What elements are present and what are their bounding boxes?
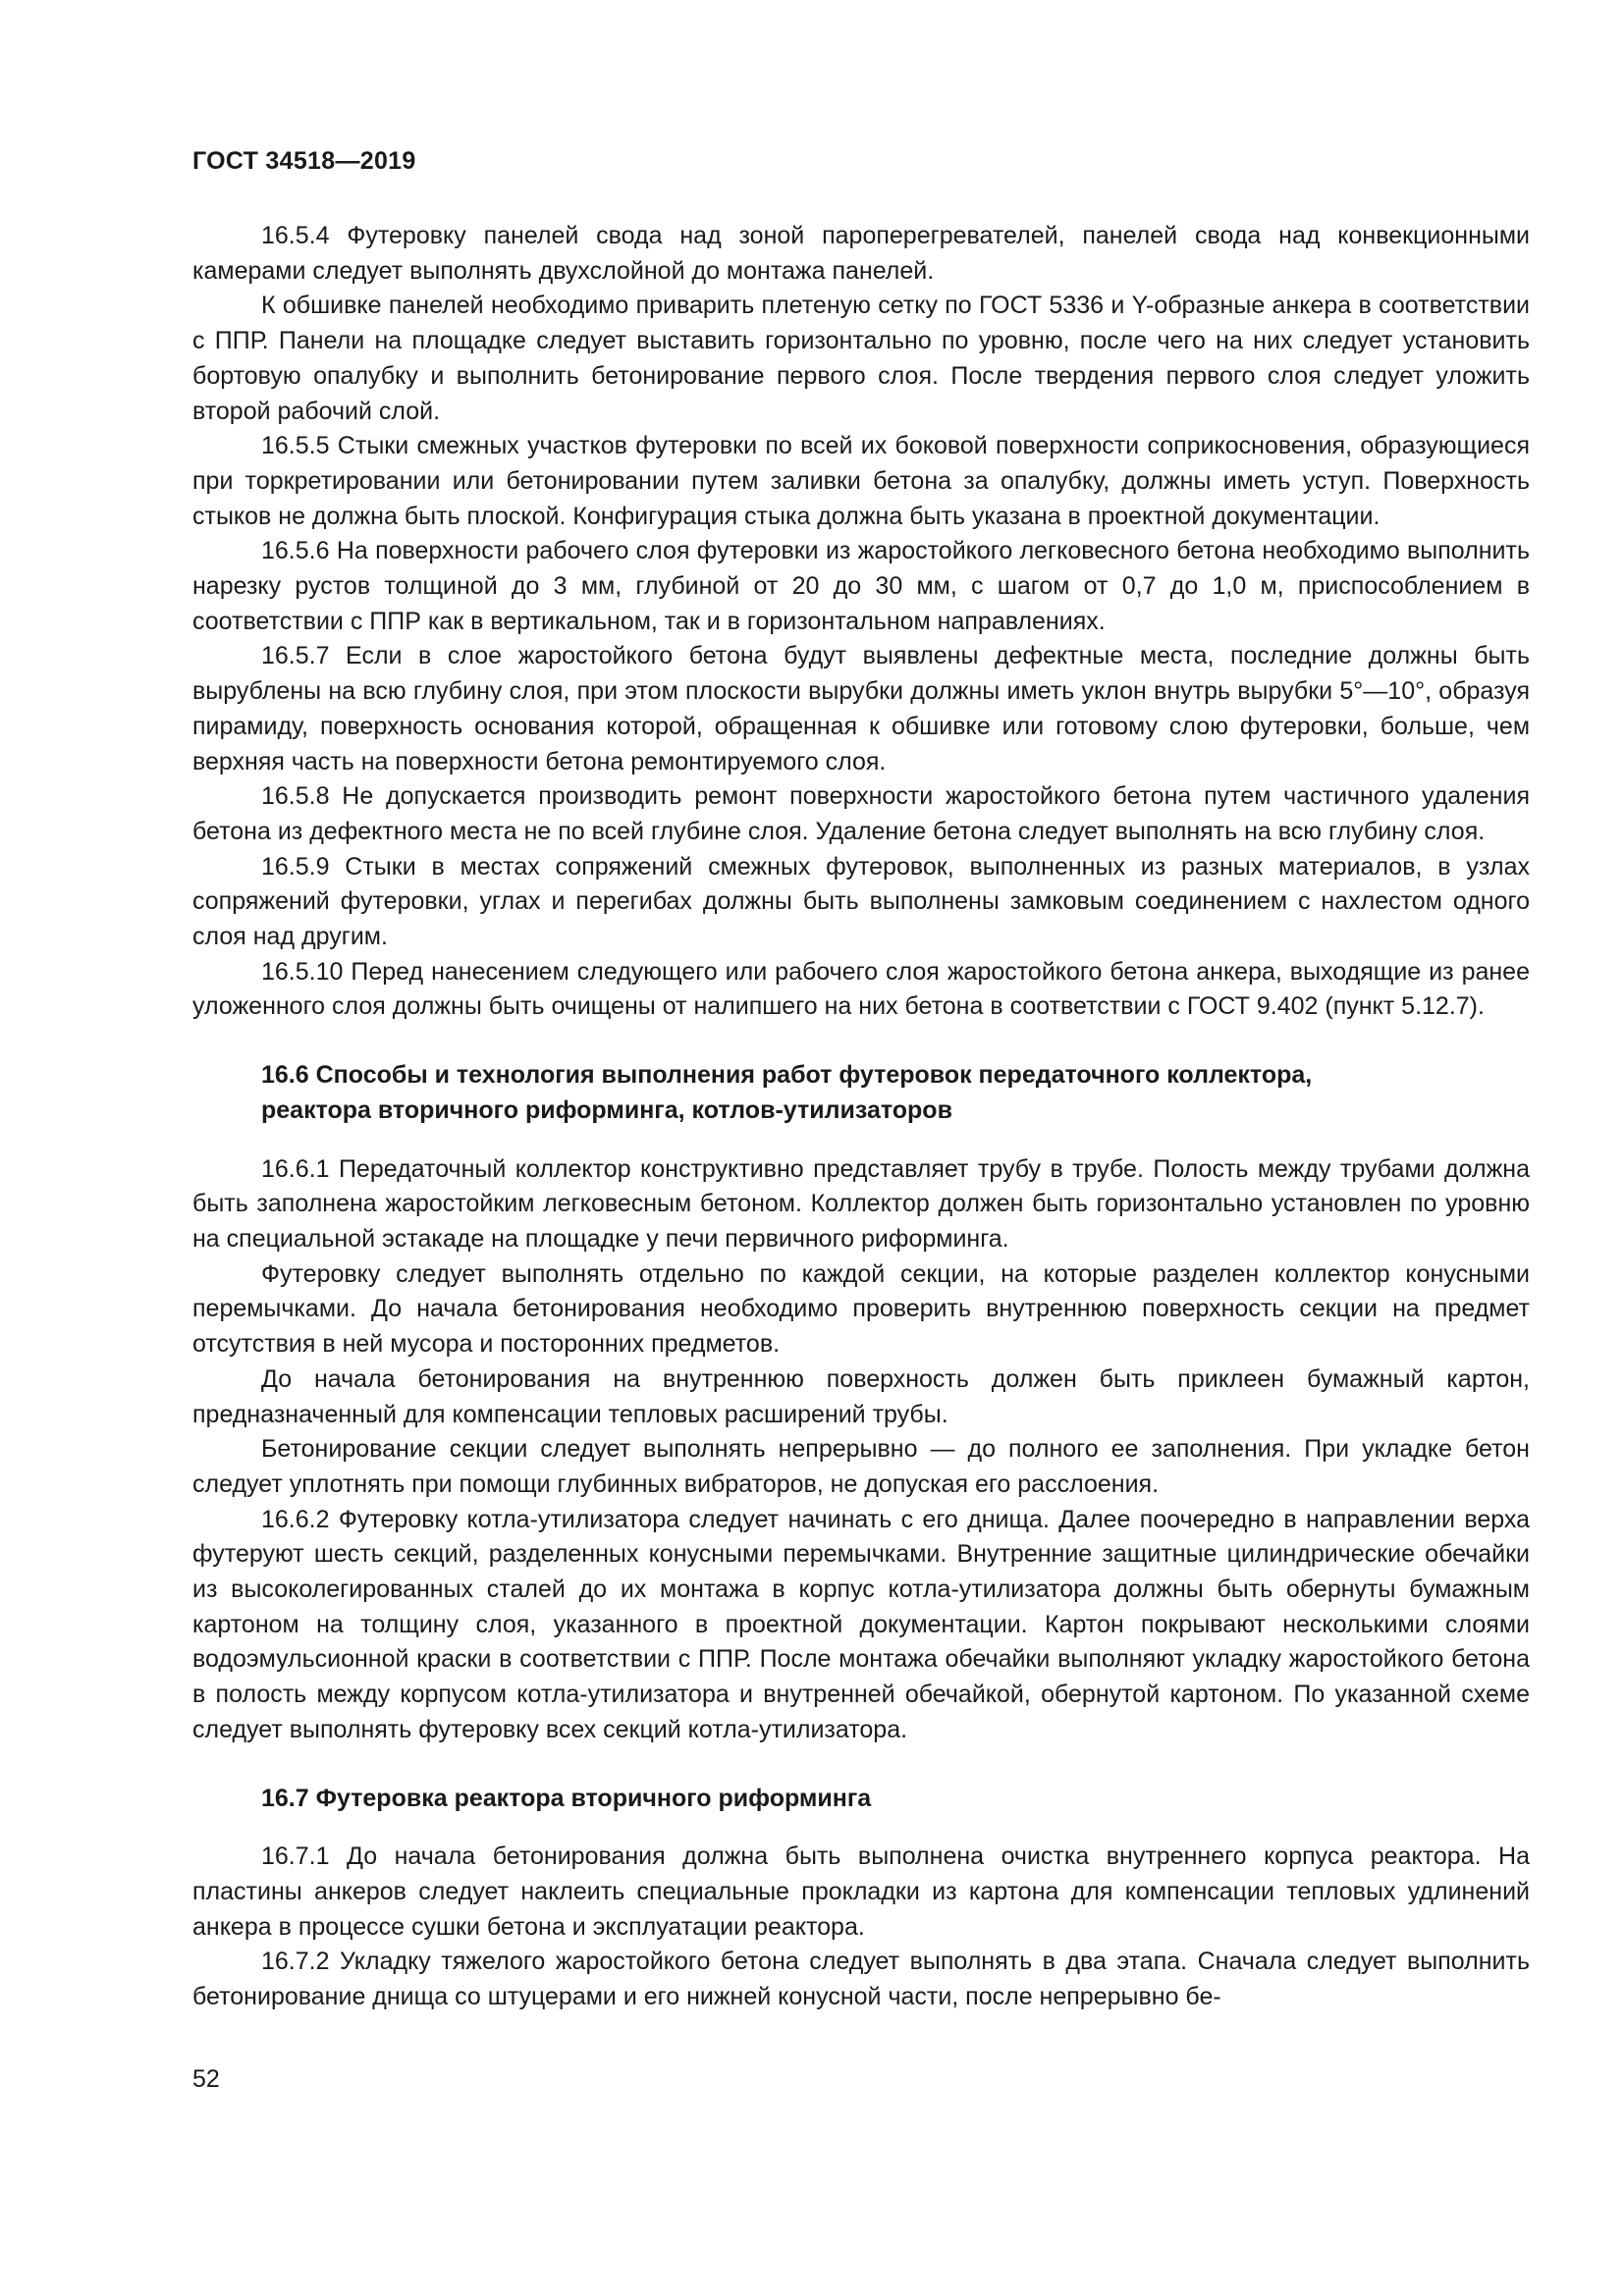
paragraph-16-6-1-cont-3: Бетонирование секции следует выполнять непрерывно — до полного ее заполнения. При укладке бетон следует уплотнять при помощи глубинных вибраторов, не допуская его расслоения.	[192, 1435, 1530, 1498]
paragraph-16-5-6: 16.5.6 На поверхности рабочего слоя футеровки из жаростойкого легковесного бетона необходимо выполнить нарезку рустов толщиной до 3 мм, глубиной от 20 до 30 мм, с шагом от 0,7 до 1,0 м, приспособлением в соответствии с ППР как в вертикальном, так и в горизонтальном направлениях.	[192, 537, 1530, 635]
paragraph-16-5-5: 16.5.5 Стыки смежных участков футеровки по всей их боковой поверхности соприкосновения, образующиеся при торкретировании или бетонировании путем заливки бетона за опалубку, должны иметь уступ. Поверхность стыков не должна быть плоской. Конфигурация стыка должна быть указана в проектной документации.	[192, 432, 1530, 530]
section-heading-16-6-line1: 16.6 Способы и технология выполнения работ футеровок передаточного коллектора,	[261, 1061, 1313, 1090]
paragraph-16-6-1-cont-2: До начала бетонирования на внутреннюю поверхность должен быть приклеен бумажный картон, предназначенный для компенсации тепловых расширений трубы.	[192, 1364, 1530, 1428]
paragraph-16-6-2: 16.6.2 Футеровку котла-утилизатора следует начинать с его днища. Далее поочередно в направлении верха футеруют шесть секций, разделенных конусными перемычками. Внутренние защитные цилиндрические обечайки из высоколегированных сталей до их монтажа в корпус котла-утилизатора должны быть обернуты бумажным картоном на толщину слоя, указанного в проектной документации. Картон покрывают несколькими слоями водоэмульсионной краски в соответствии с ППР. После монтажа обечайки выполняют укладку жаростойкого бетона в полость между корпусом котла-утилизатора и внутренней обечайкой, обернутой картоном. По указанной схеме следует выполнять футеровку всех секций котла-утилизатора.	[192, 1505, 1530, 1743]
paragraph-16-6-1: 16.6.1 Передаточный коллектор конструктивно представляет трубу в трубе. Полость между трубами должна быть заполнена жаростойким легковесным бетоном. Коллектор должен быть горизонтально установлен по уровню на специальной эстакаде на площадке у печи первичного риформинга.	[192, 1154, 1530, 1253]
document-body	[192, 219, 1530, 2015]
paragraph-16-5-9: 16.5.9 Стыки в местах сопряжений смежных футеровок, выполненных из разных материалов, в узлах сопряжений футеровки, углах и перегибах должны быть выполнены замковым соединением с нахлестом одного слоя над другим.	[192, 852, 1530, 951]
section-heading-16-6-line2: реактора вторичного риформинга, котлов-утилизаторов	[261, 1095, 952, 1124]
document-id-header: ГОСТ 34518—2019	[192, 147, 416, 175]
document-page	[192, 0, 1530, 2296]
page-number: 52	[192, 2065, 220, 2093]
paragraph-16-5-4: 16.5.4 Футеровку панелей свода над зоной пароперегревателей, панелей свода над конвекционными камерами следует выполнять двухслойной до монтажа панелей.	[192, 222, 1530, 285]
section-heading-16-6	[192, 1058, 1530, 1128]
paragraph-16-7-1: 16.7.1 До начала бетонирования должна быть выполнена очистка внутреннего корпуса реактора. На пластины анкеров следует наклеить специальные прокладки из картона для компенсации тепловых удлинений анкера в процессе сушки бетона и эксплуатации реактора.	[192, 1842, 1530, 1941]
paragraph-16-5-8: 16.5.8 Не допускается производить ремонт поверхности жаростойкого бетона путем частичного удаления бетона из дефектного места не по всей глубине слоя. Удаление бетона следует выполнять на всю глубину слоя.	[192, 782, 1530, 845]
paragraph-16-7-2: 16.7.2 Укладку тяжелого жаростойкого бетона следует выполнять в два этапа. Сначала следует выполнить бетонирование днища со штуцерами и его нижней конусной части, после непрерывно бе-	[192, 1948, 1530, 2011]
paragraph-16-5-10: 16.5.10 Перед нанесением следующего или рабочего слоя жаростойкого бетона анкера, выходящие из ранее уложенного слоя должны быть очищены от налипшего на них бетона в соответствии с ГОСТ 9.402 (пункт 5.12.7).	[192, 957, 1530, 1021]
paragraph-16-6-1-cont-1: Футеровку следует выполнять отдельно по каждой секции, на которые разделен коллектор конусными перемычками. До начала бетонирования необходимо проверить внутреннюю поверхность секции на предмет отсутствия в ней мусора и посторонних предметов.	[192, 1259, 1530, 1359]
paragraph-16-5-4-cont: К обшивке панелей необходимо приварить плетеную сетку по ГОСТ 5336 и Y-образные анкера в соответствии с ППР. Панели на площадке следует выставить горизонтально по уровню, после чего на них следует установить бортовую опалубку и выполнить бетонирование первого слоя. После твердения первого слоя следует уложить второй рабочий слой.	[192, 292, 1530, 425]
section-heading-16-7: 16.7 Футеровка реактора вторичного риформинга	[261, 1784, 872, 1812]
paragraph-16-5-7: 16.5.7 Если в слое жаростойкого бетона будут выявлены дефектные места, последние должны быть вырублены на всю глубину слоя, при этом плоскости вырубки должны иметь уклон внутрь вырубки 5°—10°, образуя пирамиду, поверхность основания которой, обращенная к обшивке или готовому слою футеровки, больше, чем верхняя часть на поверхности бетона ремонтируемого слоя.	[192, 642, 1530, 775]
